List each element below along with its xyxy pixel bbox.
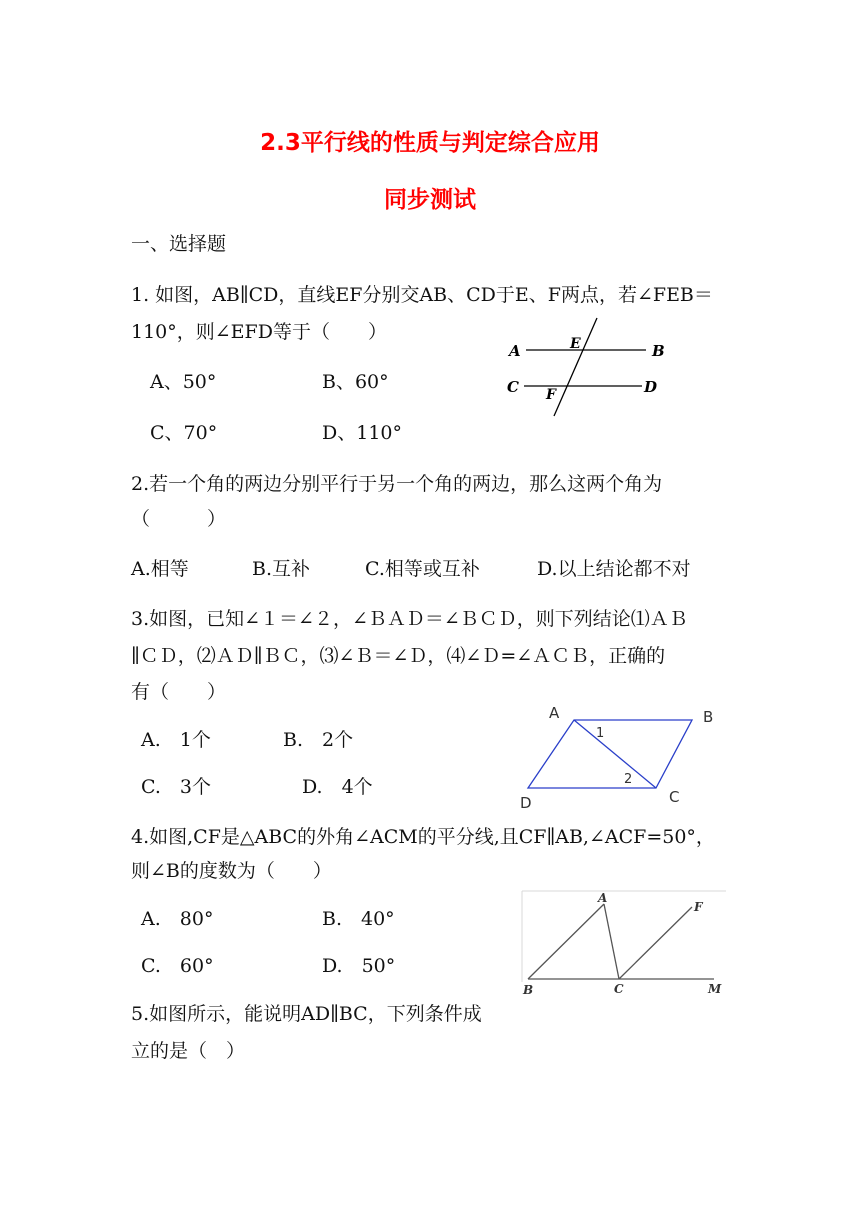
question-4-option-c: C. 60° xyxy=(141,955,214,977)
segment-ab xyxy=(528,904,604,979)
question-5-line-1: 5.如图所示，能说明AD∥BC，下列条件成 xyxy=(131,1003,482,1025)
label-f: F xyxy=(546,387,556,403)
label-d: D xyxy=(644,378,658,396)
question-4-option-a: A. 80° xyxy=(141,908,214,930)
question-1-line-2: 110°，则∠EFD等于（ ） xyxy=(131,321,387,343)
document-subtitle: 同步测试 xyxy=(384,187,476,213)
question-3-line-1: 3.如图，已知∠１＝∠２，∠ＢＡＤ＝∠ＢＣＤ，则下列结论⑴ＡＢ xyxy=(131,608,688,630)
question-1-option-a: A、50° xyxy=(150,371,217,393)
question-1-figure xyxy=(500,312,680,422)
question-2-option-d: D.以上结论都不对 xyxy=(537,558,691,580)
question-3-line-2: ∥ＣＤ，⑵ＡＤ∥ＢＣ，⑶∠Ｂ＝∠Ｄ，⑷∠Ｄ=∠ＡＣＢ，正确的 xyxy=(131,645,666,667)
segment-cf xyxy=(619,907,692,979)
question-4-option-d: D. 50° xyxy=(322,955,396,977)
question-3-option-a: A. 1个 xyxy=(141,729,211,751)
question-1-option-d: D、110° xyxy=(322,422,402,444)
label-b: B xyxy=(523,983,534,997)
line-ef xyxy=(554,318,597,416)
label-c: C xyxy=(669,788,680,806)
question-3-figure xyxy=(515,700,725,810)
label-a: A xyxy=(598,891,608,905)
angle-1-label: 1 xyxy=(596,726,605,741)
question-4-line-1: 4.如图,CF是△ABC的外角∠ACM的平分线,且CF∥AB,∠ACF=50°， xyxy=(131,826,715,848)
question-2-option-b: B.互补 xyxy=(252,558,311,580)
question-3-line-3: 有（ ） xyxy=(131,681,227,703)
label-c: C xyxy=(614,982,624,996)
label-e: E xyxy=(570,336,581,352)
question-2-line-2: （ ） xyxy=(131,508,227,530)
label-m: M xyxy=(708,982,722,996)
question-1-line-1: 1. 如图，AB∥CD，直线EF分别交AB、CD于E、F两点，若∠FEB＝ xyxy=(131,284,713,306)
label-b: B xyxy=(703,708,714,726)
label-c: C xyxy=(507,378,519,396)
label-a: A xyxy=(509,342,521,360)
diagonal-ac xyxy=(574,720,656,788)
question-5-line-2: 立的是（ ） xyxy=(131,1040,246,1062)
question-3-option-d: D. 4个 xyxy=(302,776,373,798)
angle-2-label: 2 xyxy=(624,772,633,787)
label-b: B xyxy=(652,342,665,360)
question-2-option-c: C.相等或互补 xyxy=(365,558,480,580)
label-a: A xyxy=(549,704,560,722)
question-4-option-b: B. 40° xyxy=(322,908,395,930)
question-2-option-a: A.相等 xyxy=(131,558,189,580)
parallelogram-abcd xyxy=(528,720,692,788)
document-title: 2.3平行线的性质与判定综合应用 xyxy=(260,130,600,156)
question-3-option-c: C. 3个 xyxy=(141,776,211,798)
label-f: F xyxy=(694,900,703,914)
question-1-option-c: C、70° xyxy=(150,422,218,444)
question-2-line-1: 2.若一个角的两边分别平行于另一个角的两边，那么这两个角为 xyxy=(131,473,663,495)
question-1-option-b: B、60° xyxy=(322,371,389,393)
question-4-figure xyxy=(520,890,730,1000)
label-d: D xyxy=(520,794,532,810)
segment-ac xyxy=(604,904,619,979)
question-4-line-2: 则∠B的度数为（ ） xyxy=(131,860,332,882)
section-heading: 一、选择题 xyxy=(131,233,227,255)
question-3-option-b: B. 2个 xyxy=(283,729,354,751)
